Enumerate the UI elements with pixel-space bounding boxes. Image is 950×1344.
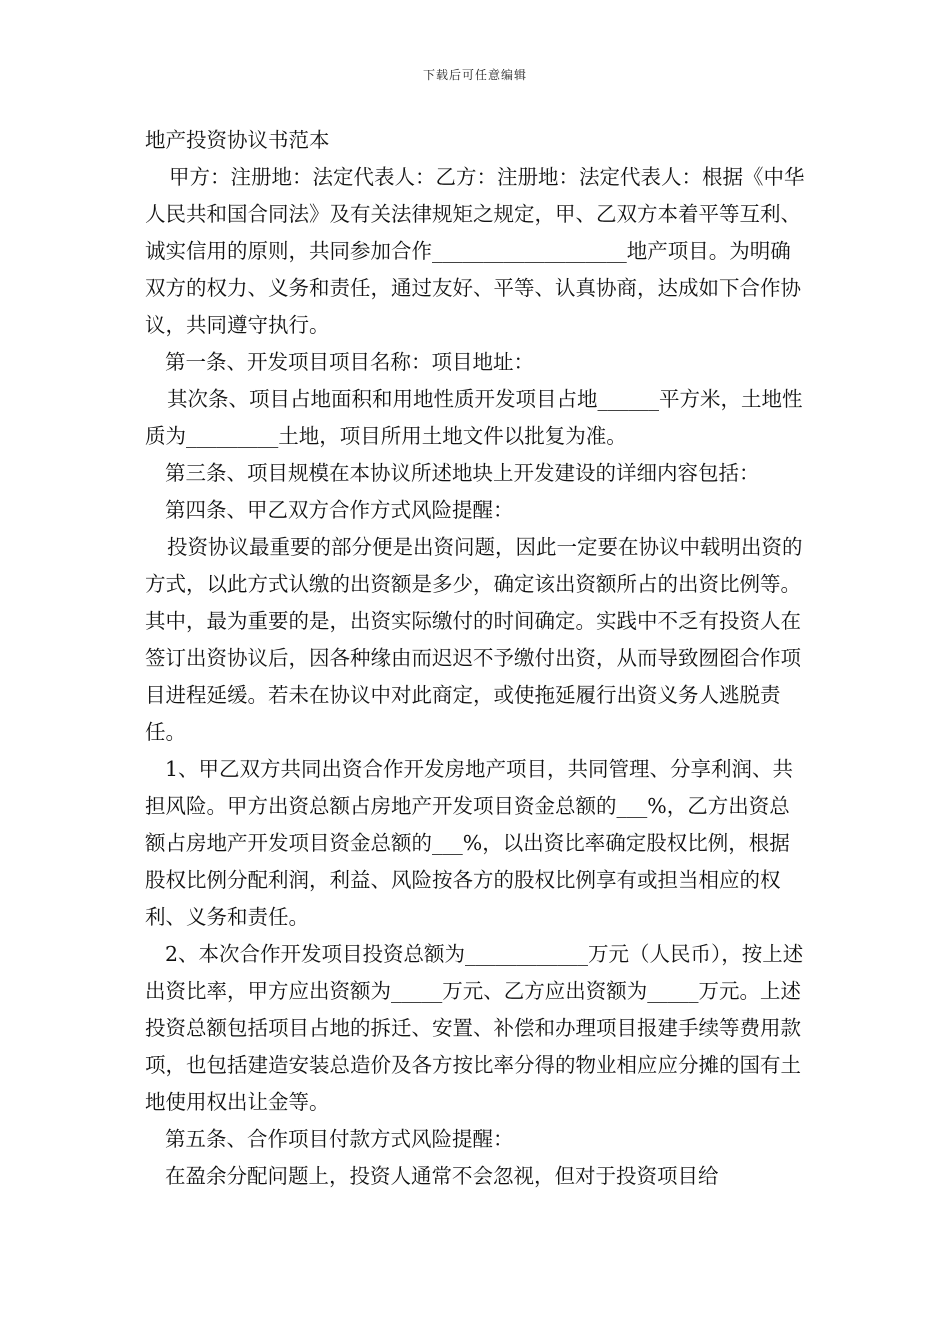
paragraph-article-4: 第四条、甲乙双方合作方式风险提醒： [165, 498, 514, 522]
paragraph-clause-2: 2、本次合作开发项目投资总额为____________万元（人民币），按上述出资比率，甲方应出资额为_____万元、乙方应出资额为_____万元。上述投资总额包括项目占地的拆迁、安置、补偿和办理项目报建手续等费用款项，也包括建造安装总造价及各方按比率分得的物业相应应分摊的国有土地使用权出让金等。 [145, 942, 804, 1114]
paragraph-parties: 甲方：注册地：法定代表人：乙方：注册地：法定代表人：根据《中华人民共和国合同法》及有关法律规矩之规定，甲、乙双方本着平等互利、诚实信用的原则，共同参加合作___________________地产项目。为明确双方的权力、义务和责任，通过友好、平等、认真协商，达成如下合作协议，共同遵守执行。 [145, 165, 805, 337]
paragraph-article-2: 其次条、项目占地面积和用地性质开发项目占地______平方米，土地性质为_________土地，项目所用土地文件以批复为准。 [145, 387, 803, 448]
page-header: 下载后可任意编辑 [422, 68, 527, 82]
paragraph-clause-1: 1、甲乙双方共同出资合作开发房地产项目，共同管理、分享利润、共担风险。甲方出资总额占房地产开发项目资金总额的___%，乙方出资总额占房地产开发项目资金总额的___%，以出资比率确定股权比例，根据股权比例分配利润，利益、风险按各方的股权比例享有或担当相应的权利、义务和责任。 [145, 757, 794, 929]
paragraph-risk-note: 投资协议最重要的部分便是出资问题，因此一定要在协议中载明出资的方式，以此方式认缴的出资额是多少，确定该出资额所占的出资比例等。其中，最为重要的是，出资实际缴付的时间确定。实践中不乏有投资人在签订出资协议后，因各种缘由而迟迟不予缴付出资，从而导致囫囵合作项目进程延缓。若未在协议中对此商定，或使拖延履行出资义务人逃脱责任。 [145, 535, 803, 744]
paragraph-article-3: 第三条、项目规模在本协议所述地块上开发建设的详细内容包括： [165, 461, 760, 485]
paragraph-profit: 在盈余分配问题上，投资人通常不会忽视，但对于投资项目给 [165, 1164, 719, 1188]
document-body [145, 122, 810, 1195]
paragraph-article-1: 第一条、开发项目项目名称：项目地址： [165, 350, 534, 374]
paragraph-article-5: 第五条、合作项目付款方式风险提醒： [165, 1127, 514, 1151]
document-title: 地产投资协议书范本 [145, 128, 330, 152]
